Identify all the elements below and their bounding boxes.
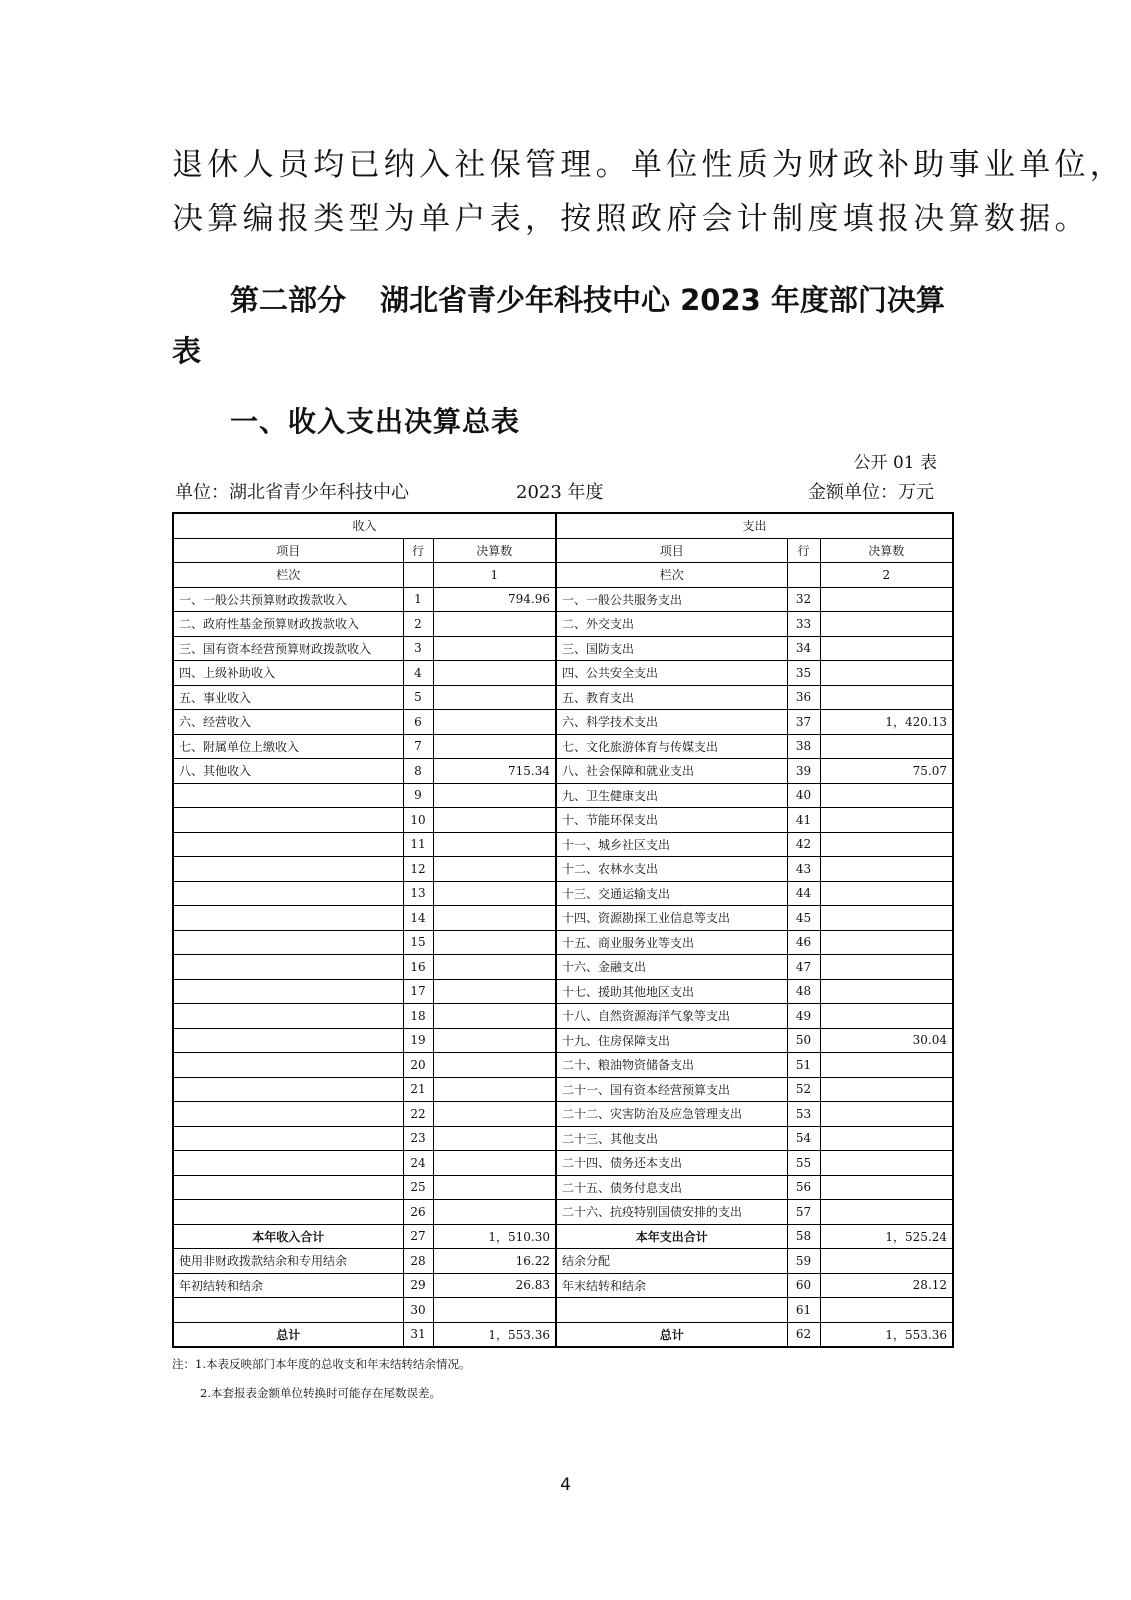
expense-row-number: 33 [787, 612, 820, 637]
expense-item: 四、公共安全支出 [556, 661, 787, 686]
expense-row-number: 56 [787, 1175, 820, 1200]
income-amount: 715.34 [433, 759, 556, 784]
income-amount: 16.22 [433, 1249, 556, 1274]
table-row [173, 587, 953, 612]
income-row-number: 3 [403, 636, 433, 661]
expense-col-number: 2 [820, 563, 953, 588]
expense-row-number: 52 [787, 1077, 820, 1102]
expense-row-number: 43 [787, 857, 820, 882]
income-item [173, 1298, 403, 1323]
expense-item: 二十四、债务还本支出 [556, 1151, 787, 1176]
income-col-item: 项目 [173, 538, 403, 563]
table-row [173, 661, 953, 686]
table-number: 公开 01 表 [853, 453, 937, 473]
income-amount: 794.96 [433, 587, 556, 612]
column-header-row [173, 538, 953, 563]
expense-amount [820, 1102, 953, 1127]
income-row-number: 25 [403, 1175, 433, 1200]
income-row-number: 24 [403, 1151, 433, 1176]
income-item: 三、国有资本经营预算财政拨款收入 [173, 636, 403, 661]
income-header: 收入 [173, 513, 556, 538]
expense-amount: 1，420.13 [820, 710, 953, 735]
income-item: 七、附属单位上缴收入 [173, 734, 403, 759]
income-row-number: 5 [403, 685, 433, 710]
income-amount [433, 685, 556, 710]
income-row-number: 31 [403, 1322, 433, 1347]
expense-item: 六、科学技术支出 [556, 710, 787, 735]
expense-row-number: 58 [787, 1224, 820, 1249]
expense-item: 十八、自然资源海洋气象等支出 [556, 1004, 787, 1029]
income-col-number: 1 [433, 563, 556, 588]
income-amount [433, 955, 556, 980]
income-row-number: 17 [403, 979, 433, 1004]
note-2: 2.本套报表金额单位转换时可能存在尾数误差。 [200, 1386, 441, 1400]
expense-row-number: 47 [787, 955, 820, 980]
intro-line-2: 决算编报类型为单户表，按照政府会计制度填报决算数据。 [172, 201, 1090, 237]
income-row-number: 8 [403, 759, 433, 784]
income-amount [433, 661, 556, 686]
intro-paragraph [172, 140, 1126, 244]
income-amount [433, 906, 556, 931]
expense-row-number: 38 [787, 734, 820, 759]
income-amount [433, 1028, 556, 1053]
income-item [173, 979, 403, 1004]
expense-amount [820, 636, 953, 661]
expense-item: 十三、交通运输支出 [556, 881, 787, 906]
income-item [173, 832, 403, 857]
table-row [173, 955, 953, 980]
income-amount [433, 1200, 556, 1225]
part-title [172, 275, 945, 377]
expense-amount [820, 661, 953, 686]
income-item [173, 881, 403, 906]
table-row [173, 808, 953, 833]
table-header-row [173, 513, 953, 538]
meta-year: 2023 年度 [516, 482, 604, 503]
expense-item: 二十五、债务付息支出 [556, 1175, 787, 1200]
total-row [173, 1224, 953, 1249]
expense-item: 七、文化旅游体育与传媒支出 [556, 734, 787, 759]
expense-row-number: 59 [787, 1249, 820, 1274]
income-item [173, 930, 403, 955]
expense-amount: 75.07 [820, 759, 953, 784]
income-item [173, 1200, 403, 1225]
income-amount: 1，553.36 [433, 1322, 556, 1347]
expense-item: 八、社会保障和就业支出 [556, 759, 787, 784]
income-row-number: 18 [403, 1004, 433, 1029]
expense-amount [820, 1151, 953, 1176]
expense-amount [820, 734, 953, 759]
expense-amount [820, 1298, 953, 1323]
table-row [173, 1126, 953, 1151]
income-row-number: 11 [403, 832, 433, 857]
table-row [173, 1175, 953, 1200]
income-row-number: 9 [403, 783, 433, 808]
income-amount [433, 734, 556, 759]
table-row [173, 1028, 953, 1053]
expense-row-number: 45 [787, 906, 820, 931]
income-amount [433, 1004, 556, 1029]
expense-item: 十九、住房保障支出 [556, 1028, 787, 1053]
note-1: 注：1.本表反映部门本年度的总收支和年末结转结余情况。 [172, 1357, 471, 1371]
expense-row-number: 55 [787, 1151, 820, 1176]
income-item [173, 783, 403, 808]
expense-row-number: 41 [787, 808, 820, 833]
income-item [173, 1077, 403, 1102]
expense-row-number: 50 [787, 1028, 820, 1053]
expense-amount [820, 783, 953, 808]
table-notes [172, 1350, 470, 1408]
income-item: 六、经营收入 [173, 710, 403, 735]
income-row-number: 15 [403, 930, 433, 955]
expense-amount [820, 1053, 953, 1078]
intro-line-1: 退休人员均已纳入社保管理。单位性质为财政补助事业单位， [172, 147, 1126, 183]
income-row-number: 23 [403, 1126, 433, 1151]
expense-row-number: 36 [787, 685, 820, 710]
expense-amount [820, 979, 953, 1004]
expense-item: 十四、资源勘探工业信息等支出 [556, 906, 787, 931]
table-row [173, 612, 953, 637]
table-row [173, 759, 953, 784]
income-lanci-label: 栏次 [173, 563, 403, 588]
table-row [173, 832, 953, 857]
expense-row-number: 49 [787, 1004, 820, 1029]
expense-lanci-label: 栏次 [556, 563, 787, 588]
table-row [173, 734, 953, 759]
income-amount [433, 636, 556, 661]
income-amount [433, 1126, 556, 1151]
meta-amount-unit: 金额单位：万元 [808, 482, 934, 503]
part-title-prefix: 第二部分 [230, 283, 347, 317]
income-row-number: 6 [403, 710, 433, 735]
income-row-number: 7 [403, 734, 433, 759]
income-amount [433, 832, 556, 857]
income-row-number: 28 [403, 1249, 433, 1274]
table-row [173, 636, 953, 661]
expense-amount [820, 881, 953, 906]
income-row-number: 10 [403, 808, 433, 833]
income-row-number: 27 [403, 1224, 433, 1249]
table-row [173, 710, 953, 735]
expense-item: 九、卫生健康支出 [556, 783, 787, 808]
expense-item: 二十一、国有资本经营预算支出 [556, 1077, 787, 1102]
income-item: 使用非财政拨款结余和专用结余 [173, 1249, 403, 1274]
expense-row-number: 39 [787, 759, 820, 784]
expense-item: 十五、商业服务业等支出 [556, 930, 787, 955]
expense-row-number: 46 [787, 930, 820, 955]
expense-item: 本年支出合计 [556, 1224, 787, 1249]
income-row-number: 19 [403, 1028, 433, 1053]
income-item: 总计 [173, 1322, 403, 1347]
expense-amount [820, 612, 953, 637]
income-row-number: 12 [403, 857, 433, 882]
income-item [173, 1102, 403, 1127]
expense-item: 二十三、其他支出 [556, 1126, 787, 1151]
expense-item: 十二、农林水支出 [556, 857, 787, 882]
expense-row-number: 32 [787, 587, 820, 612]
expense-lanci-row-cell [787, 563, 820, 588]
expense-row-number: 57 [787, 1200, 820, 1225]
expense-row-number: 60 [787, 1273, 820, 1298]
expense-item: 二十、粮油物资储备支出 [556, 1053, 787, 1078]
section-title: 一、收入支出决算总表 [230, 405, 521, 438]
income-item [173, 1053, 403, 1078]
expense-row-number: 62 [787, 1322, 820, 1347]
expense-row-number: 34 [787, 636, 820, 661]
table-row [173, 783, 953, 808]
income-item [173, 1028, 403, 1053]
expense-row-number: 37 [787, 710, 820, 735]
income-row-number: 26 [403, 1200, 433, 1225]
income-row-number: 20 [403, 1053, 433, 1078]
income-amount [433, 1151, 556, 1176]
expense-item: 二、外交支出 [556, 612, 787, 637]
expense-amount [820, 685, 953, 710]
income-amount [433, 612, 556, 637]
expense-row-number: 35 [787, 661, 820, 686]
table-row [173, 1053, 953, 1078]
expense-amount [820, 587, 953, 612]
income-col-row: 行 [403, 538, 433, 563]
income-col-amount: 决算数 [433, 538, 556, 563]
expense-item: 三、国防支出 [556, 636, 787, 661]
expense-item: 十、节能环保支出 [556, 808, 787, 833]
table-row [173, 685, 953, 710]
table-row [173, 1273, 953, 1298]
income-amount [433, 783, 556, 808]
income-item [173, 1175, 403, 1200]
expense-item [556, 1298, 787, 1323]
expense-amount: 30.04 [820, 1028, 953, 1053]
income-row-number: 13 [403, 881, 433, 906]
income-item: 年初结转和结余 [173, 1273, 403, 1298]
income-lanci-row-cell [403, 563, 433, 588]
income-amount [433, 857, 556, 882]
expense-amount [820, 1077, 953, 1102]
table-row [173, 1151, 953, 1176]
income-row-number: 22 [403, 1102, 433, 1127]
expense-amount [820, 906, 953, 931]
expense-header: 支出 [556, 513, 953, 538]
income-amount [433, 1298, 556, 1323]
expense-item: 一、一般公共服务支出 [556, 587, 787, 612]
expense-amount [820, 1004, 953, 1029]
budget-table [172, 512, 954, 1348]
expense-row-number: 42 [787, 832, 820, 857]
expense-col-amount: 决算数 [820, 538, 953, 563]
expense-item: 二十二、灾害防治及应急管理支出 [556, 1102, 787, 1127]
table-row [173, 1298, 953, 1323]
income-item: 一、一般公共预算财政拨款收入 [173, 587, 403, 612]
expense-amount [820, 1249, 953, 1274]
page-number: 4 [560, 1475, 571, 1495]
income-amount [433, 979, 556, 1004]
table-row [173, 1004, 953, 1029]
expense-amount [820, 832, 953, 857]
expense-row-number: 54 [787, 1126, 820, 1151]
expense-item: 二十六、抗疫特别国债安排的支出 [556, 1200, 787, 1225]
income-item [173, 1126, 403, 1151]
table-row [173, 979, 953, 1004]
expense-item: 总计 [556, 1322, 787, 1347]
income-item [173, 857, 403, 882]
expense-item: 十一、城乡社区支出 [556, 832, 787, 857]
table-row [173, 906, 953, 931]
expense-row-number: 44 [787, 881, 820, 906]
income-row-number: 4 [403, 661, 433, 686]
table-row [173, 930, 953, 955]
income-amount [433, 710, 556, 735]
expense-row-number: 48 [787, 979, 820, 1004]
income-amount [433, 1175, 556, 1200]
expense-amount [820, 808, 953, 833]
part-title-line-2: 表 [172, 334, 202, 368]
total-row [173, 1322, 953, 1347]
expense-row-number: 40 [787, 783, 820, 808]
part-title-line-1: 湖北省青少年科技中心 2023 年度部门决算 [380, 283, 945, 317]
expense-amount [820, 1126, 953, 1151]
income-amount [433, 881, 556, 906]
income-row-number: 1 [403, 587, 433, 612]
income-amount [433, 930, 556, 955]
expense-amount [820, 955, 953, 980]
expense-amount [820, 1175, 953, 1200]
expense-row-number: 61 [787, 1298, 820, 1323]
income-row-number: 30 [403, 1298, 433, 1323]
income-item: 八、其他收入 [173, 759, 403, 784]
income-row-number: 14 [403, 906, 433, 931]
expense-amount: 1，525.24 [820, 1224, 953, 1249]
expense-item: 结余分配 [556, 1249, 787, 1274]
income-amount [433, 1102, 556, 1127]
expense-amount [820, 930, 953, 955]
income-item: 五、事业收入 [173, 685, 403, 710]
income-row-number: 2 [403, 612, 433, 637]
expense-row-number: 51 [787, 1053, 820, 1078]
table-row [173, 857, 953, 882]
table-row [173, 1102, 953, 1127]
expense-item: 十六、金融支出 [556, 955, 787, 980]
income-item [173, 906, 403, 931]
income-item [173, 808, 403, 833]
income-item: 四、上级补助收入 [173, 661, 403, 686]
income-item [173, 1151, 403, 1176]
income-row-number: 16 [403, 955, 433, 980]
income-item [173, 1004, 403, 1029]
income-amount [433, 1053, 556, 1078]
income-item: 二、政府性基金预算财政拨款收入 [173, 612, 403, 637]
table-row [173, 1249, 953, 1274]
income-amount [433, 808, 556, 833]
income-row-number: 29 [403, 1273, 433, 1298]
expense-amount [820, 857, 953, 882]
expense-col-row: 行 [787, 538, 820, 563]
expense-item: 十七、援助其他地区支出 [556, 979, 787, 1004]
expense-item: 五、教育支出 [556, 685, 787, 710]
expense-item: 年末结转和结余 [556, 1273, 787, 1298]
expense-amount: 1，553.36 [820, 1322, 953, 1347]
income-item [173, 955, 403, 980]
income-amount [433, 1077, 556, 1102]
income-item: 本年收入合计 [173, 1224, 403, 1249]
table-row [173, 1200, 953, 1225]
lanci-row [173, 563, 953, 588]
expense-amount: 28.12 [820, 1273, 953, 1298]
table-row [173, 1077, 953, 1102]
meta-unit: 单位：湖北省青少年科技中心 [175, 482, 409, 503]
income-amount: 26.83 [433, 1273, 556, 1298]
income-amount: 1，510.30 [433, 1224, 556, 1249]
expense-amount [820, 1200, 953, 1225]
table-row [173, 881, 953, 906]
expense-col-item: 项目 [556, 538, 787, 563]
expense-row-number: 53 [787, 1102, 820, 1127]
income-row-number: 21 [403, 1077, 433, 1102]
